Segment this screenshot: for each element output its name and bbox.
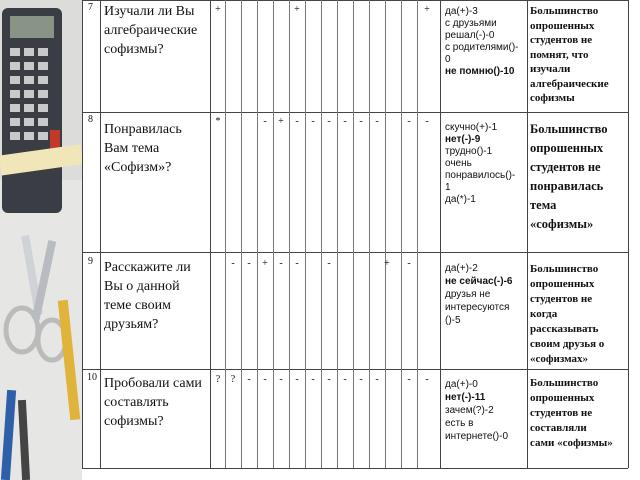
question-text: Изучали ли Вы алгебраические софизмы? [104, 4, 198, 57]
col-divider [527, 0, 528, 468]
response-mark: - [295, 116, 299, 127]
school-supplies-photo [0, 0, 82, 480]
response-mark: - [327, 374, 331, 385]
answer-tally: да(+)-0 нет(-)-11 зачем(?)-2 есть в интернете()-0 [445, 379, 509, 442]
col-divider [321, 0, 322, 468]
row-number: 9 [88, 256, 93, 267]
response-mark: ? [230, 374, 236, 385]
response-mark: - [247, 258, 251, 269]
question-text: Расскажите ли Вы о данной теме своим друзьям? [104, 260, 191, 332]
response-mark: - [343, 374, 347, 385]
col-divider [369, 0, 370, 468]
row-number: 7 [88, 2, 93, 13]
response-mark: + [262, 258, 268, 269]
response-mark: + [424, 4, 430, 15]
col-divider [305, 0, 306, 468]
response-mark: - [311, 374, 315, 385]
response-mark: - [407, 116, 411, 127]
conclusion-text: Большинство опрошенных студентов не понравилась тема «софизмы» [530, 122, 608, 231]
response-mark: + [384, 258, 390, 269]
question-text: Понравилась Вам тема «Софизм»? [104, 122, 182, 175]
col-divider [440, 0, 441, 468]
col-divider [257, 0, 258, 468]
response-mark: - [279, 374, 283, 385]
response-mark: - [327, 116, 331, 127]
conclusion-text: Большинство опрошенных студентов не когда рассказывать своим друзья о «софизмах» [530, 263, 605, 365]
col-divider [82, 0, 83, 468]
response-mark: - [311, 116, 315, 127]
row-divider [82, 112, 628, 113]
response-mark: - [231, 258, 235, 269]
conclusion-text: Большинство опрошенных студентов не помнят, что изучали алгебраические софизмы [530, 5, 609, 104]
response-mark: + [215, 4, 221, 15]
response-mark: + [278, 116, 284, 127]
col-divider [241, 0, 242, 468]
col-divider [337, 0, 338, 468]
response-mark: - [247, 374, 251, 385]
response-mark: * [215, 116, 221, 127]
response-mark: - [295, 374, 299, 385]
col-divider [210, 0, 211, 468]
answer-tally: да(+)-2 не сейчас(-)-6 друзья не интересуются ()-5 [445, 263, 513, 326]
response-mark: ? [215, 374, 221, 385]
response-mark: - [375, 116, 379, 127]
col-divider [401, 0, 402, 468]
response-mark: - [295, 258, 299, 269]
question-text: Пробовали сами составлять софизмы? [104, 376, 202, 429]
table-border-right [628, 0, 629, 468]
response-mark: - [343, 116, 347, 127]
row-number: 10 [87, 372, 97, 383]
response-mark: - [327, 258, 331, 269]
answer-tally: да(+)-3 с друзьями решал(-)-0 с родителями()- 0 не помню()-10 [445, 6, 519, 77]
col-divider [100, 0, 101, 468]
col-divider [225, 0, 226, 468]
response-mark: - [407, 374, 411, 385]
response-mark: + [294, 4, 300, 15]
response-mark: - [425, 116, 429, 127]
conclusion-text: Большинство опрошенных студентов не составляли сами «софизмы» [530, 377, 613, 449]
response-mark: - [263, 374, 267, 385]
row-divider [82, 252, 628, 253]
response-mark: - [359, 374, 363, 385]
col-divider [353, 0, 354, 468]
col-divider [417, 0, 418, 468]
response-mark: - [359, 116, 363, 127]
table-border-top [82, 0, 628, 1]
row-divider [82, 369, 628, 370]
col-divider [289, 0, 290, 468]
answer-tally: скучно(+)-1 нет(-)-9 трудно()-1 очень понравилось()- 1 да(*)-1 [445, 122, 516, 205]
response-mark: - [407, 258, 411, 269]
response-mark: - [263, 116, 267, 127]
table-border-bottom [82, 468, 628, 469]
col-divider [385, 0, 386, 468]
response-mark: - [279, 258, 283, 269]
calculator-icon [2, 8, 62, 213]
response-mark: - [375, 374, 379, 385]
row-number: 8 [88, 114, 93, 125]
col-divider [273, 0, 274, 468]
response-mark: - [425, 374, 429, 385]
